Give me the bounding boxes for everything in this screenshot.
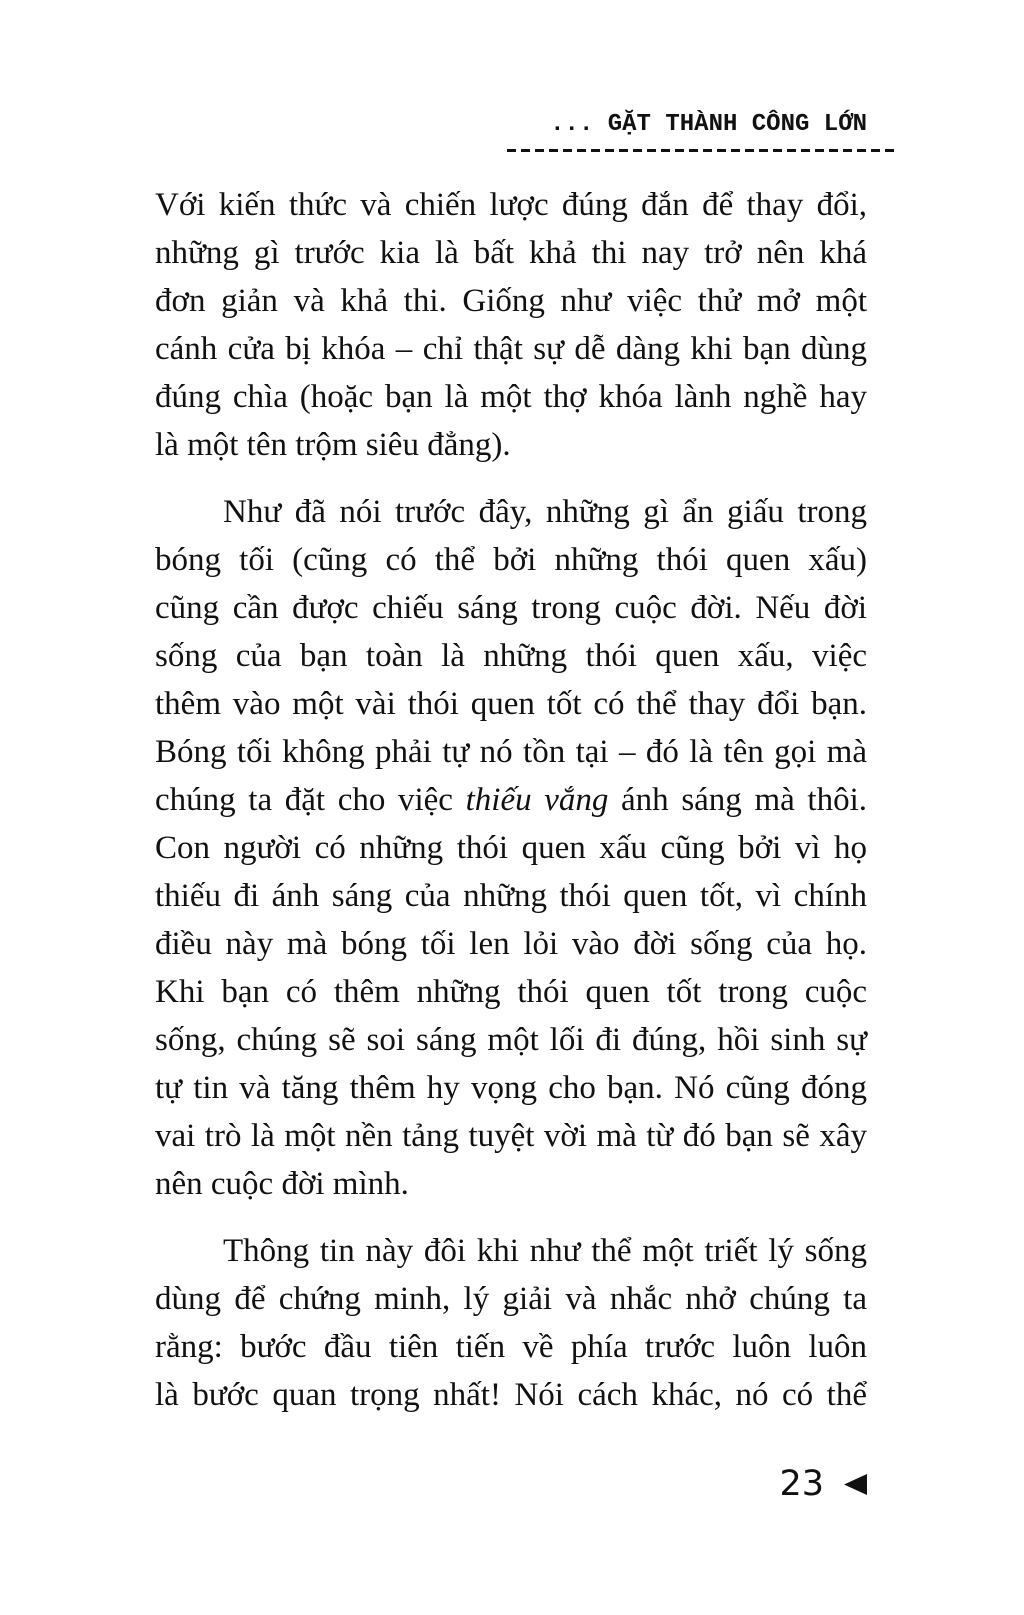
text-run: tự tin và tăng thêm hy vọng cho bạn. Nó cũng đóng xyxy=(155,1070,867,1106)
text-line xyxy=(155,181,867,229)
text-line xyxy=(155,325,867,373)
text-run: thêm vào một vài thói quen tốt có thể thay đổi bạn. xyxy=(155,686,867,722)
text-line xyxy=(155,584,867,632)
text-run: ánh sáng mà thôi. xyxy=(608,782,867,818)
text-run: nên cuộc đời mình. xyxy=(155,1166,409,1202)
text-line xyxy=(155,1275,867,1323)
text-run: sống, chúng sẽ soi sáng một lối đi đúng, hồi sinh sự xyxy=(155,1022,867,1058)
text-run: Với kiến thức và chiến lược đúng đắn để thay đổi, xyxy=(155,187,867,223)
page-body-text xyxy=(155,181,867,1419)
text-run: cánh cửa bị khóa – chỉ thật sự dễ dàng khi bạn dùng xyxy=(155,331,867,367)
header-dashed-divider xyxy=(507,149,899,152)
text-line xyxy=(155,920,867,968)
text-run: đúng chìa (hoặc bạn là một thợ khóa lành nghề hay xyxy=(155,379,867,415)
text-line xyxy=(155,488,867,536)
left-triangle-icon xyxy=(844,1474,867,1495)
running-header-title: ... GẶT THÀNH CÔNG LỚN xyxy=(550,111,867,138)
text-line xyxy=(155,1160,867,1208)
paragraph xyxy=(155,181,867,469)
text-run: là bước quan trọng nhất! Nói cách khác, nó có thể xyxy=(155,1377,867,1413)
paragraph xyxy=(155,488,867,1208)
text-line xyxy=(155,277,867,325)
italic-text-run: thiếu vắng xyxy=(465,782,609,818)
text-run: Bóng tối không phải tự nó tồn tại – đó là tên gọi mà xyxy=(155,734,867,770)
text-line xyxy=(155,872,867,920)
text-run: Như đã nói trước đây, những gì ẩn giấu trong xyxy=(223,494,867,530)
running-header xyxy=(507,110,899,152)
text-run: là một tên trộm siêu đẳng). xyxy=(155,427,511,463)
text-run: những gì trước kia là bất khả thi nay trở nên khá xyxy=(155,235,867,271)
text-run: sống của bạn toàn là những thói quen xấu, việc xyxy=(155,638,867,674)
text-run: Con người có những thói quen xấu cũng bởi vì họ xyxy=(155,830,867,866)
page-number: 23 xyxy=(779,1464,824,1504)
text-line xyxy=(155,776,867,824)
text-run: Khi bạn có thêm những thói quen tốt trong cuộc xyxy=(155,974,867,1010)
text-run: chúng ta đặt cho việc xyxy=(155,782,466,818)
text-line xyxy=(155,1371,867,1419)
text-line xyxy=(155,373,867,421)
text-run: thiếu đi ánh sáng của những thói quen tốt, vì chính xyxy=(155,878,867,914)
text-run: rằng: bước đầu tiên tiến về phía trước luôn luôn xyxy=(155,1329,867,1365)
text-line xyxy=(155,632,867,680)
text-line xyxy=(155,1323,867,1371)
text-line xyxy=(155,1016,867,1064)
text-line xyxy=(155,1112,867,1160)
text-line xyxy=(155,680,867,728)
text-line xyxy=(155,536,867,584)
text-line xyxy=(155,1064,867,1112)
text-line xyxy=(155,968,867,1016)
text-run: cũng cần được chiếu sáng trong cuộc đời. Nếu đời xyxy=(155,590,867,626)
page-footer xyxy=(779,1464,867,1504)
text-run: đơn giản và khả thi. Giống như việc thử mở một xyxy=(155,283,867,319)
text-run: vai trò là một nền tảng tuyệt vời mà từ đó bạn sẽ xây xyxy=(155,1118,867,1154)
text-line xyxy=(155,728,867,776)
text-run: dùng để chứng minh, lý giải và nhắc nhở chúng ta xyxy=(155,1281,867,1317)
text-line xyxy=(155,229,867,277)
text-run: bóng tối (cũng có thể bởi những thói quen xấu) xyxy=(155,542,867,578)
text-run: điều này mà bóng tối len lỏi vào đời sống của họ. xyxy=(155,926,867,962)
text-line xyxy=(155,421,867,469)
text-run: Thông tin này đôi khi như thể một triết lý sống xyxy=(223,1233,867,1269)
text-line xyxy=(155,824,867,872)
paragraph xyxy=(155,1227,867,1419)
text-line xyxy=(155,1227,867,1275)
